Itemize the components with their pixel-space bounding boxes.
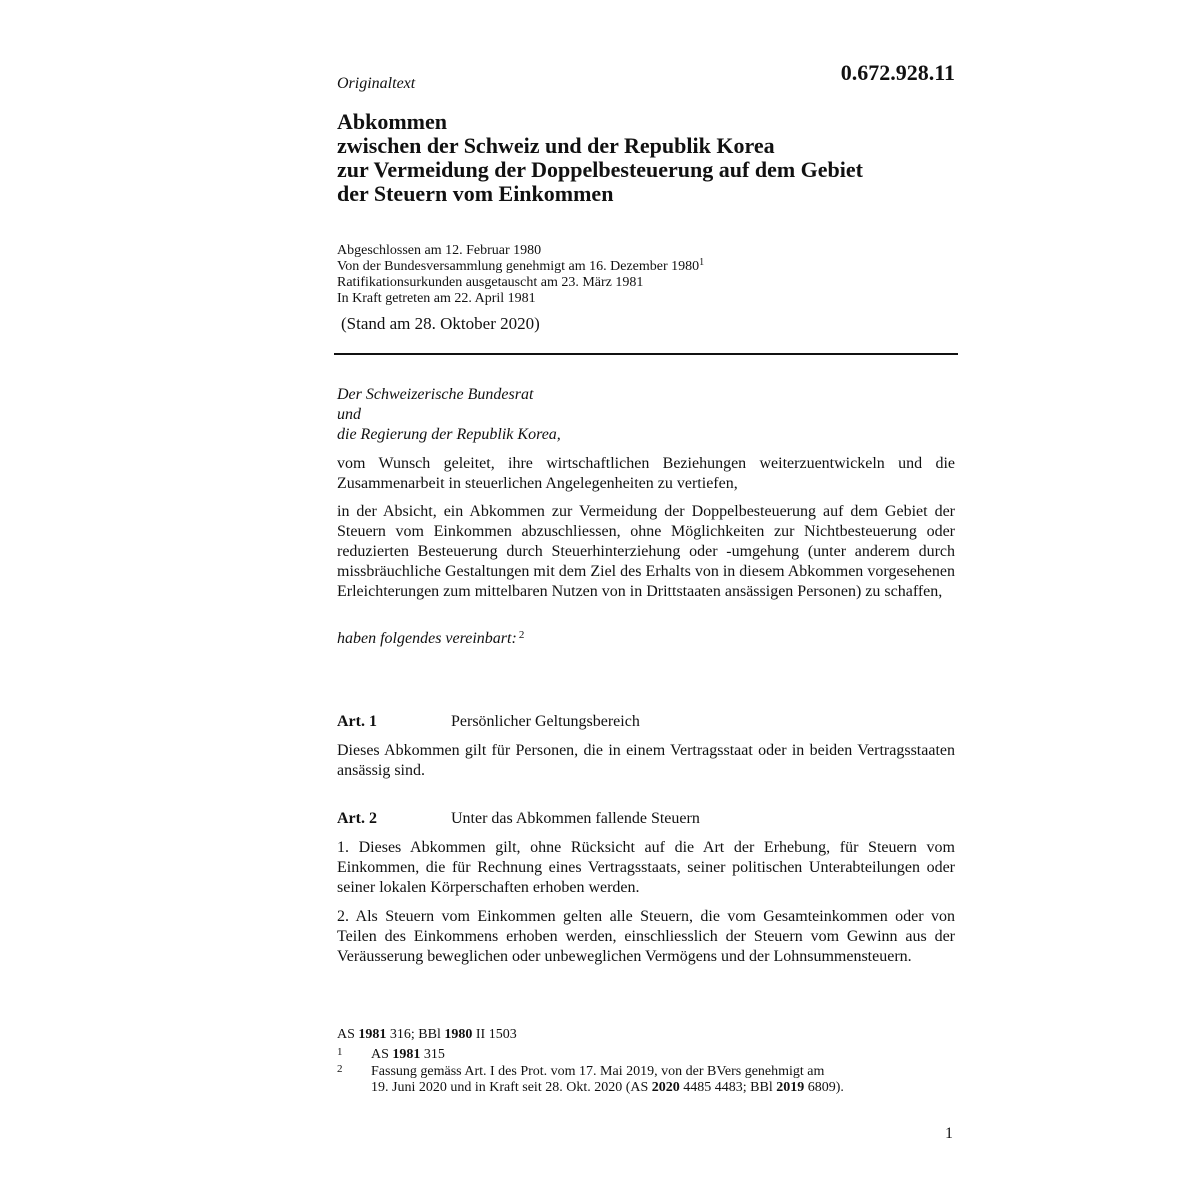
article-title: Unter das Abkommen fallende Steuern — [451, 810, 700, 827]
meta-in-kraft: In Kraft getreten am 22. April 1981 — [337, 291, 536, 306]
article-title: Persönlicher Geltungsbereich — [451, 713, 640, 730]
article-2-paragraph-2: 2. Als Steuern vom Einkommen gelten alle Steuern, die vom Gesamteinkommen oder von Teilen des Einkommens erhoben werden, einschliesslich der Steuern vom Gewinn aus der Veräusserung beweglichen oder unbeweglichen Vermögens und der Lohnsummensteuern. — [337, 908, 955, 965]
footnote-number: 2 — [337, 1063, 343, 1075]
page-number: 1 — [945, 1125, 953, 1142]
article-number: Art. 1 — [337, 713, 377, 730]
title-line: der Steuern vom Einkommen — [337, 181, 614, 206]
footnote-number: 1 — [337, 1046, 343, 1058]
treaty-metadata — [337, 243, 704, 307]
footnote-ref-2[interactable]: 2 — [518, 629, 525, 641]
meta-genehmigt-line — [337, 259, 704, 275]
preamble-paragraph: vom Wunsch geleitet, ihre wirtschaftlichen Beziehungen weiterzuentwickeln und die Zusammenarbeit in steuerlichen Angelegenheiten zu vertiefen, — [337, 455, 955, 492]
stand-date: (Stand am 28. Oktober 2020) — [341, 314, 540, 333]
agreement-formula: haben folgendes vereinbart: $^2$ — [337, 629, 525, 647]
meta-abgeschlossen: Abgeschlossen am 12. Februar 1980 — [337, 243, 542, 258]
meta-genehmigt: Von der Bundesversammlung genehmigt am 16. Dezember 1980 — [337, 259, 700, 274]
preamble-parties — [337, 385, 561, 445]
footnote-2 — [337, 1064, 951, 1096]
originaltext-label: Originaltext — [337, 75, 416, 92]
title-line: Abkommen — [337, 109, 448, 134]
article-1-heading — [337, 713, 640, 731]
article-number: Art. 2 — [337, 810, 377, 827]
official-reference: AS 1981 316; BBl 1980 II 1503 — [337, 1027, 517, 1042]
party-and: und — [337, 406, 361, 423]
footnote-1 — [337, 1047, 951, 1063]
footnote-ref-1[interactable]: 1 — [699, 257, 705, 268]
article-2-heading — [337, 810, 700, 828]
footnote-text: AS 1981 315 — [371, 1047, 445, 1062]
article-1-body: Dieses Abkommen gilt für Personen, die in einem Vertragsstaat oder in beiden Vertragsstaaten ansässig sind. — [337, 742, 955, 779]
preamble-paragraph: in der Absicht, ein Abkommen zur Vermeidung der Doppelbesteuerung auf dem Gebiet der Steuern vom Einkommen abzuschliessen, ohne Möglichkeiten zur Nichtbesteuerung oder reduzierten Besteuerung durch Steuerhinterziehung oder -umgehung (unter anderem durch missbräuchliche Gestaltungen mit dem Ziel des Erhalts von in diesem Abkommen vorgesehenen Erleichterungen zum mittelbaren Nutzen von in Drittstaaten ansässigen Personen) zu schaffen, — [337, 503, 955, 600]
article-2-paragraph-1: 1. Dieses Abkommen gilt, ohne Rücksicht auf die Art der Erhebung, für Steuern vom Einkommen, die für Rechnung eines Vertragsstaats, seiner politischen Unterabteilungen oder seiner lokalen Körperschaften erhoben werden. — [337, 839, 955, 896]
party-switzerland: Der Schweizerische Bundesrat — [337, 386, 534, 403]
party-korea: die Regierung der Republik Korea, — [337, 426, 561, 443]
title-line: zwischen der Schweiz und der Republik Korea — [337, 133, 775, 158]
document-title — [337, 110, 977, 206]
title-line: zur Vermeidung der Doppelbesteuerung auf dem Gebiet — [337, 157, 863, 182]
footnote-text: Fassung gemäss Art. I des Prot. vom 17. Mai 2019, von der BVers genehmigt am 19. Juni 2020 und in Kraft seit 28. Okt. 2020 (AS 2020 4485 4483; BBl 2019 6809). — [371, 1064, 844, 1095]
horizontal-rule — [334, 353, 958, 355]
meta-ratifikation: Ratifikationsurkunden ausgetauscht am 23. März 1981 — [337, 275, 644, 290]
sr-number: 0.672.928.11 — [840, 60, 955, 85]
